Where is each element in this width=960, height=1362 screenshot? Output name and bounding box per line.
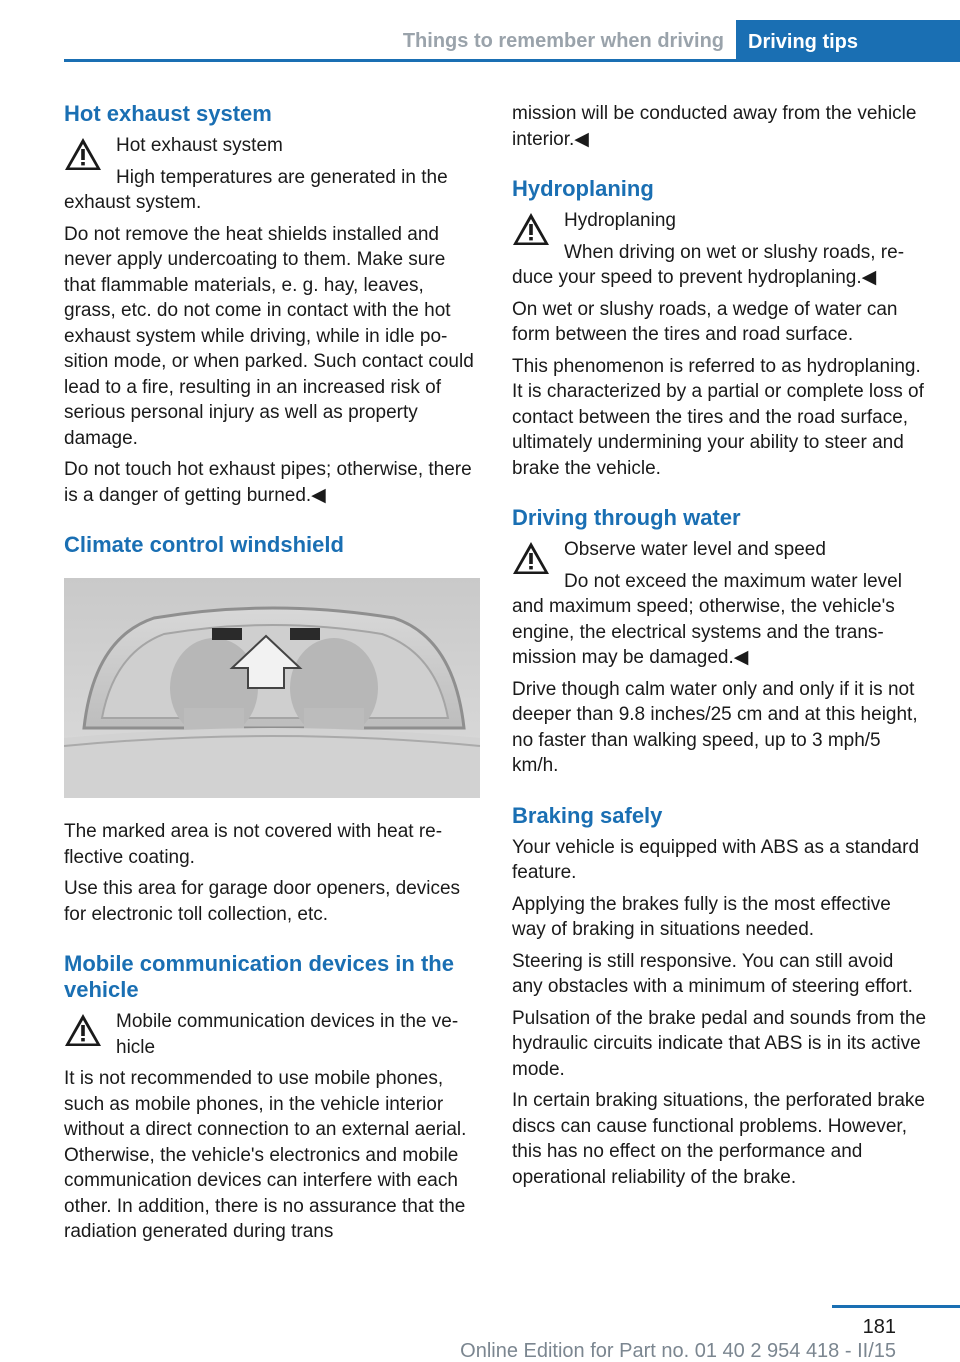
- header-chapter-tab: Driving tips: [736, 20, 960, 62]
- warning-triangle-icon: [512, 212, 550, 246]
- page-header: [0, 0, 960, 62]
- left-column: [64, 101, 480, 1251]
- paragraph: This phenomenon is referred to as hydroplaning. It is characterized by a partial or complete loss of contact between the tires and the road surface, ultimately undermining your ability to steer and brake the vehicle.: [512, 355, 924, 479]
- warning-text: When driving on wet or slushy roads, reduce your speed to prevent hydroplaning.◀: [512, 241, 905, 288]
- heading-mobile-devices: Mobile communication devices in the vehicle: [64, 951, 454, 1002]
- warning-title: Mobile communication devices in the vehicle: [116, 1011, 459, 1058]
- paragraph: Do not remove the heat shields installed and never apply undercoating to them. Make sure that flammable materials, e. g. hay, leaves, grass, etc. do not come in contact with the hot exhaust system while driving, while in idle position mode, or when parked. Such contact could lead to a fire, resulting in an increased risk of serious personal injury as well as property damage.: [64, 223, 474, 449]
- heading-driving-through-water: Driving through water: [512, 505, 741, 530]
- paragraph-continued: mission will be conducted away from the vehicle interior.◀: [512, 103, 917, 150]
- paragraph: Steering is still responsive. You can still avoid any obstacles with a minimum of steering effort.: [512, 950, 913, 997]
- header-rule: [64, 59, 960, 62]
- edition-note: Online Edition for Part no. 01 40 2 954 418 - II/15: [460, 1340, 896, 1362]
- warning-water: [512, 537, 928, 671]
- warning-title: Hydroplaning: [564, 210, 676, 231]
- paragraph: Applying the brakes fully is the most effective way of braking in situations needed.: [512, 893, 891, 940]
- page-number: 181: [862, 1316, 896, 1338]
- paragraph: Do not touch hot exhaust pipes; otherwise, there is a danger of getting burned.◀: [64, 459, 472, 506]
- warning-hot-exhaust: [64, 133, 480, 216]
- paragraph: On wet or slushy roads, a wedge of water can form between the tires and road surface.: [512, 298, 898, 345]
- warning-triangle-icon: [64, 137, 102, 171]
- warning-triangle-icon: [64, 1013, 102, 1047]
- paragraph: Pulsation of the brake pedal and sounds from the hydraulic circuits indicate that ABS is in its active mode.: [512, 1007, 927, 1080]
- paragraph: Drive though calm water only and only if it is not deeper than 9.8 inches/25 cm and at this height, no faster than walking speed, up to 3 mph/5 km/h.: [512, 678, 918, 776]
- right-column: [512, 101, 928, 1196]
- heading-hot-exhaust: Hot exhaust system: [64, 101, 272, 126]
- paragraph: It is not recommended to use mobile phones, such as mobile phones, in the vehicle interior without a direct connection to an external aerial. Otherwise, the vehicle's electronics and mobile communication devices can interfere with each other. In addition, there is no assurance that the radiation generated during trans: [64, 1068, 467, 1242]
- paragraph: Use this area for garage door openers, devices for electronic toll collection, etc.: [64, 878, 461, 925]
- footer-rule: [832, 1305, 960, 1308]
- heading-braking-safely: Braking safely: [512, 802, 663, 828]
- warning-title: Observe water level and speed: [564, 539, 826, 560]
- header-section-title: Things to remember when driving: [402, 30, 724, 52]
- paragraph: The marked area is not covered with heat reflective coating.: [64, 821, 443, 868]
- paragraph: Your vehicle is equipped with ABS as a standard feature.: [512, 836, 920, 883]
- warning-text: High temperatures are generated in the exhaust system.: [64, 166, 448, 213]
- heading-climate-windshield: Climate control windshield: [64, 532, 344, 557]
- warning-title: Hot exhaust system: [116, 135, 283, 156]
- warning-hydroplaning: [512, 208, 928, 291]
- windshield-illustration: [64, 578, 480, 798]
- warning-text: Do not exceed the maximum water level and maximum speed; otherwise, the vehicle's engine, the electrical systems and the transmission may be damaged.◀: [512, 570, 902, 668]
- warning-triangle-icon: [512, 541, 550, 575]
- heading-hydroplaning: Hydroplaning: [512, 176, 654, 201]
- paragraph: In certain braking situations, the perforated brake discs can cause functional problems. However, this has no effect on the performance and operational reliability of the brake.: [512, 1090, 925, 1188]
- page-footer: [0, 1300, 960, 1362]
- warning-mobile-devices: [64, 1009, 480, 1060]
